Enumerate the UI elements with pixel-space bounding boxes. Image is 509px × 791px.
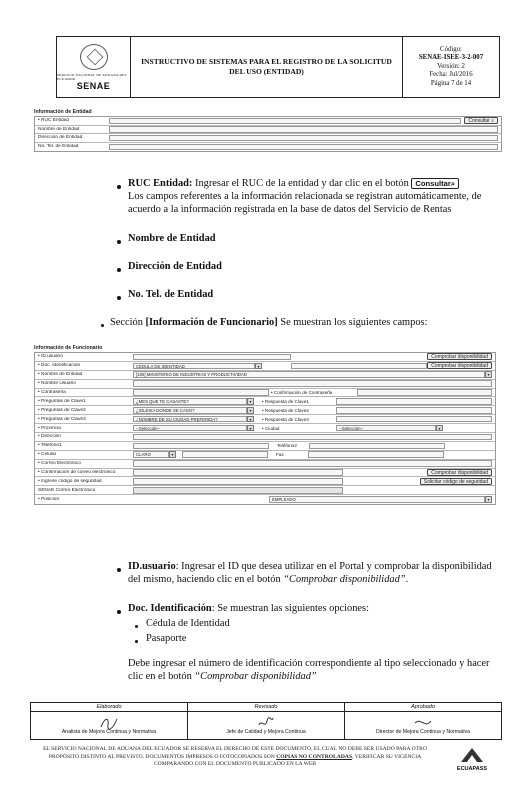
disclaimer-uncontrolled: COPIAS NO CONTROLADAS bbox=[276, 753, 353, 760]
role-aprobado: Aprobado bbox=[345, 704, 501, 712]
doc-instruction-text: Debe ingresar el número de identificación correspondiente al tipo seleccionado y hacer clic en el botón bbox=[128, 658, 490, 682]
doc-number-input[interactable] bbox=[291, 363, 427, 370]
confirm-email-input[interactable] bbox=[133, 469, 343, 476]
password-label: • Contraseña bbox=[38, 390, 66, 395]
position-row bbox=[35, 495, 495, 504]
a2-input[interactable] bbox=[336, 407, 492, 414]
senae-email-input bbox=[133, 487, 343, 494]
position-select[interactable]: EMPLEADO bbox=[269, 496, 485, 503]
entity-row bbox=[35, 371, 495, 380]
province-select[interactable]: --Selección-- bbox=[133, 425, 247, 432]
email-row bbox=[35, 460, 495, 469]
ecuapass-logo bbox=[448, 746, 496, 772]
id-description bbox=[128, 561, 498, 587]
bullet bbox=[117, 568, 121, 572]
position-label: • Posición bbox=[38, 497, 60, 503]
confirm-email-row bbox=[35, 469, 495, 478]
option-pasaporte: Pasaporte bbox=[146, 633, 187, 644]
chevron-down-icon[interactable]: ▾ bbox=[485, 371, 492, 378]
security-code-input[interactable] bbox=[133, 478, 343, 485]
disclaimer bbox=[40, 746, 430, 769]
mobile-input[interactable] bbox=[182, 451, 268, 458]
mobile-row bbox=[35, 451, 495, 460]
q1-select[interactable]: ¿MES QUE TE CASASTE? bbox=[133, 398, 247, 405]
address-input[interactable] bbox=[133, 434, 492, 441]
doc-row bbox=[35, 362, 495, 371]
a3-label: • Respuesta de Clave3 bbox=[262, 416, 309, 422]
code-value: SENAE-ISEE-3-2-007 bbox=[418, 54, 484, 62]
phone1-input[interactable] bbox=[133, 443, 269, 450]
phone-row bbox=[35, 442, 495, 451]
section-heading bbox=[110, 317, 427, 330]
security-code-row bbox=[35, 477, 495, 486]
officer-form bbox=[34, 345, 496, 505]
carrier-select[interactable]: CLARO bbox=[133, 451, 169, 458]
senae-email-row bbox=[35, 486, 495, 495]
ruc-text-1: Ingresar el RUC de la entidad y dar clic en el botón bbox=[192, 178, 409, 189]
confirm-password-label: • Confirmación de Contraseña bbox=[271, 390, 333, 395]
bullet bbox=[117, 610, 121, 614]
section-suffix: Se muestran los siguientes campos: bbox=[277, 317, 428, 328]
consult-button-ref-label: Consultar bbox=[415, 179, 451, 189]
senae-logo bbox=[57, 37, 131, 97]
section-name: [Información de Funcionario] bbox=[145, 317, 278, 328]
search-icon: ⌕ bbox=[491, 118, 494, 125]
ecuapass-icon bbox=[459, 746, 485, 764]
chevron-down-icon[interactable]: ▾ bbox=[247, 407, 254, 414]
approval-col-revisado bbox=[188, 703, 345, 739]
disclaimer-text-1: EL SERVICIO NACIONAL DE ADUANA DEL ECUADOR SE RESERVA EL DERECHO DE ESTE DOCUMENTO, EL CUAL NO DEBE SER USADO PARA OTRO PROPÓSITO DISTINTO AL PREVISTO. DOCUMENTOS IMPRESOS O FOTOCOPIADOS SON bbox=[43, 746, 427, 760]
document-header bbox=[56, 36, 500, 98]
consult-button-ref bbox=[411, 178, 459, 189]
officer-form-title: Información de Funcionario bbox=[34, 345, 103, 351]
item-nombre-entidad: Nombre de Entidad bbox=[128, 233, 216, 244]
a3-input[interactable] bbox=[336, 416, 492, 423]
page-number: Página 7 de 14 bbox=[430, 79, 472, 87]
approval-col-aprobado bbox=[345, 703, 501, 739]
id-row bbox=[35, 353, 495, 362]
ecuapass-label: ECUAPASS bbox=[456, 766, 488, 772]
role-elaborado: Elaborado bbox=[31, 704, 187, 712]
a2-label: • Respuesta de Clave2 bbox=[262, 407, 309, 413]
province-row bbox=[35, 424, 495, 433]
fax-input[interactable] bbox=[308, 451, 444, 458]
q3-select[interactable]: ¿NOMBRE DE SU CIUDAD PREFERIDA? bbox=[133, 416, 247, 423]
chevron-down-icon[interactable]: ▾ bbox=[485, 496, 492, 503]
phone1-label: • Teléfono1 bbox=[38, 443, 62, 449]
chevron-down-icon[interactable]: ▾ bbox=[436, 425, 443, 432]
name-elaborado: Analista de Mejora Continua y Normativa bbox=[61, 729, 157, 735]
approval-table bbox=[30, 702, 502, 740]
ruc-input[interactable] bbox=[109, 118, 461, 125]
chevron-down-icon[interactable]: ▾ bbox=[169, 451, 176, 458]
entity-name-input[interactable] bbox=[109, 126, 498, 133]
doc-description bbox=[128, 603, 498, 616]
entity-address-label: Dirección de Entidad bbox=[38, 135, 83, 141]
q2-row bbox=[35, 406, 495, 415]
entity-label: • Nombre de Entidad bbox=[38, 372, 83, 378]
date: Fecha: Jul/2016 bbox=[429, 71, 473, 79]
password-row bbox=[35, 389, 495, 398]
a1-label: • Respuesta de Clave1 bbox=[262, 398, 309, 404]
q3-label: • Preguntas de Clave3 bbox=[38, 416, 86, 422]
ruc-label: • RUC Entidad bbox=[38, 118, 70, 124]
email-input[interactable] bbox=[133, 460, 492, 467]
entity-address-input[interactable] bbox=[109, 135, 498, 142]
bullet bbox=[117, 268, 121, 272]
address-row bbox=[35, 433, 495, 442]
consult-button-label: Consultar bbox=[468, 118, 490, 125]
name-aprobado: Director de Mejora Continua y Normativa bbox=[376, 729, 470, 735]
q2-select[interactable]: ¿IGLESIA DONDE SE CASO? bbox=[133, 407, 247, 414]
doc-type-select[interactable]: CEDULA DE IDENTIDAD bbox=[133, 363, 255, 370]
item-tel-entidad: No. Tel. de Entidad bbox=[128, 289, 214, 300]
entity-address-row bbox=[35, 134, 501, 143]
check-availability-button[interactable]: Comprobar disponibilidad bbox=[427, 353, 492, 360]
bullet bbox=[135, 625, 138, 628]
chevron-down-icon[interactable]: ▾ bbox=[247, 416, 254, 423]
ruc-term: RUC Entidad: bbox=[128, 178, 193, 189]
entity-phone-input[interactable] bbox=[109, 144, 498, 151]
ruc-row bbox=[35, 117, 501, 126]
entity-name-row bbox=[35, 126, 501, 135]
fax-label: Fax bbox=[276, 452, 284, 458]
logo-caption: SERVICIO NACIONAL DE ADUANA DEL ECUADOR bbox=[57, 73, 127, 81]
option-cedula: Cédula de Identidad bbox=[146, 618, 230, 629]
q3-row bbox=[35, 415, 495, 424]
document-meta bbox=[403, 37, 499, 97]
bullet bbox=[117, 185, 121, 189]
doc-button-ref: “Comprobar disponibilidad” bbox=[194, 670, 317, 682]
bullet bbox=[135, 640, 138, 643]
entity-select[interactable]: [105] MINISTERIO DE INDUSTRIAS Y PRODUCTIVIDAD bbox=[133, 371, 485, 378]
ruc-description bbox=[128, 178, 498, 217]
q2-label: • Preguntas de Clave2 bbox=[38, 407, 86, 413]
bullet bbox=[101, 324, 104, 327]
entity-form-title: Información de Entidad bbox=[34, 109, 92, 115]
user-row bbox=[35, 380, 495, 389]
a1-input[interactable] bbox=[336, 398, 492, 405]
bullet bbox=[117, 240, 121, 244]
q1-row bbox=[35, 397, 495, 406]
search-icon: ⌕ bbox=[450, 179, 456, 189]
version: Versión: 2 bbox=[437, 62, 465, 70]
id-label: • ID.usuario bbox=[38, 354, 63, 360]
province-label: • Provincia bbox=[38, 425, 61, 431]
email-label: • Correo Electrónico bbox=[38, 461, 81, 467]
role-revisado: Revisado bbox=[188, 704, 344, 712]
q1-label: • Preguntas de Clave1 bbox=[38, 398, 86, 404]
name-revisado: Jefe de Calidad y Mejora Continua bbox=[226, 729, 306, 735]
doc-term: Doc. Identificación bbox=[128, 603, 212, 614]
doc-text: : Se muestran las siguientes opciones: bbox=[211, 603, 369, 614]
check-email-button[interactable]: Comprobar disponibilidad bbox=[427, 469, 492, 476]
entity-phone-row bbox=[35, 143, 501, 152]
id-input[interactable] bbox=[133, 354, 291, 361]
security-code-label: • Ingrese código de seguridad bbox=[38, 478, 102, 484]
ruc-text-2: Los campos referentes a la información relacionada se registran automáticamente, de acuerdo a la información registrada en la base de datos del Servicio de Rentas bbox=[128, 190, 482, 215]
consult-button[interactable] bbox=[464, 117, 498, 124]
approval-col-elaborado bbox=[31, 703, 188, 739]
address-label: • Dirección bbox=[38, 434, 62, 440]
doc-label: • Doc. Identificación bbox=[38, 363, 81, 369]
chevron-down-icon[interactable]: ▾ bbox=[247, 425, 254, 432]
document-title: INSTRUCTIVO DE SISTEMAS PARA EL REGISTRO DE LA SOLICITUD DEL USO (ENTIDAD) bbox=[131, 37, 403, 97]
confirm-password-input[interactable] bbox=[357, 389, 492, 396]
user-input[interactable] bbox=[133, 380, 492, 387]
confirm-email-label: • Confirmación de correo electrónico bbox=[38, 470, 116, 476]
item-direccion-entidad: Dirección de Entidad bbox=[128, 261, 222, 272]
chevron-down-icon[interactable]: ▾ bbox=[247, 398, 254, 405]
city-label: • Ciudad bbox=[262, 425, 280, 431]
code-label: Código: bbox=[440, 45, 462, 53]
mobile-label: • Celular bbox=[38, 452, 57, 458]
doc-instruction bbox=[128, 658, 500, 684]
logo-brand: SENAE bbox=[76, 81, 111, 91]
bullet bbox=[117, 296, 121, 300]
user-label: • Nombre Usuario bbox=[38, 381, 76, 387]
id-term: ID.usuario bbox=[128, 561, 176, 572]
phone2-label: Teléfono2 bbox=[277, 443, 297, 449]
entity-form bbox=[34, 109, 502, 152]
seal-icon bbox=[80, 44, 108, 70]
request-code-button[interactable]: Solicitar código de seguridad bbox=[420, 478, 492, 485]
phone2-input[interactable] bbox=[309, 443, 445, 450]
senae-email-label: SENAE Correo Electrónico bbox=[38, 487, 96, 493]
entity-name-label: Nombre de Entidad bbox=[38, 126, 80, 132]
city-select[interactable]: --Selección-- bbox=[336, 425, 436, 432]
id-end: . bbox=[405, 573, 409, 585]
check-doc-button[interactable]: Comprobar disponibilidad bbox=[427, 362, 492, 369]
id-text: : Ingresar el ID que desea utilizar en el Portal y comprobar la disponibilidad del mismo, haciendo clic en el botón bbox=[128, 561, 492, 585]
section-prefix: Sección bbox=[110, 317, 146, 328]
id-button-ref: “Comprobar disponibilidad” bbox=[283, 573, 406, 585]
chevron-down-icon[interactable]: ▾ bbox=[255, 363, 262, 370]
disclaimer-text-2: , VERIFICAR SU VIGENCIA COMPARANDO CON EL DOCUMENTO PUBLICADO EN LA WEB bbox=[153, 753, 422, 768]
password-input[interactable] bbox=[133, 389, 269, 396]
entity-phone-label: No. Tel. de Entidad bbox=[38, 144, 79, 150]
